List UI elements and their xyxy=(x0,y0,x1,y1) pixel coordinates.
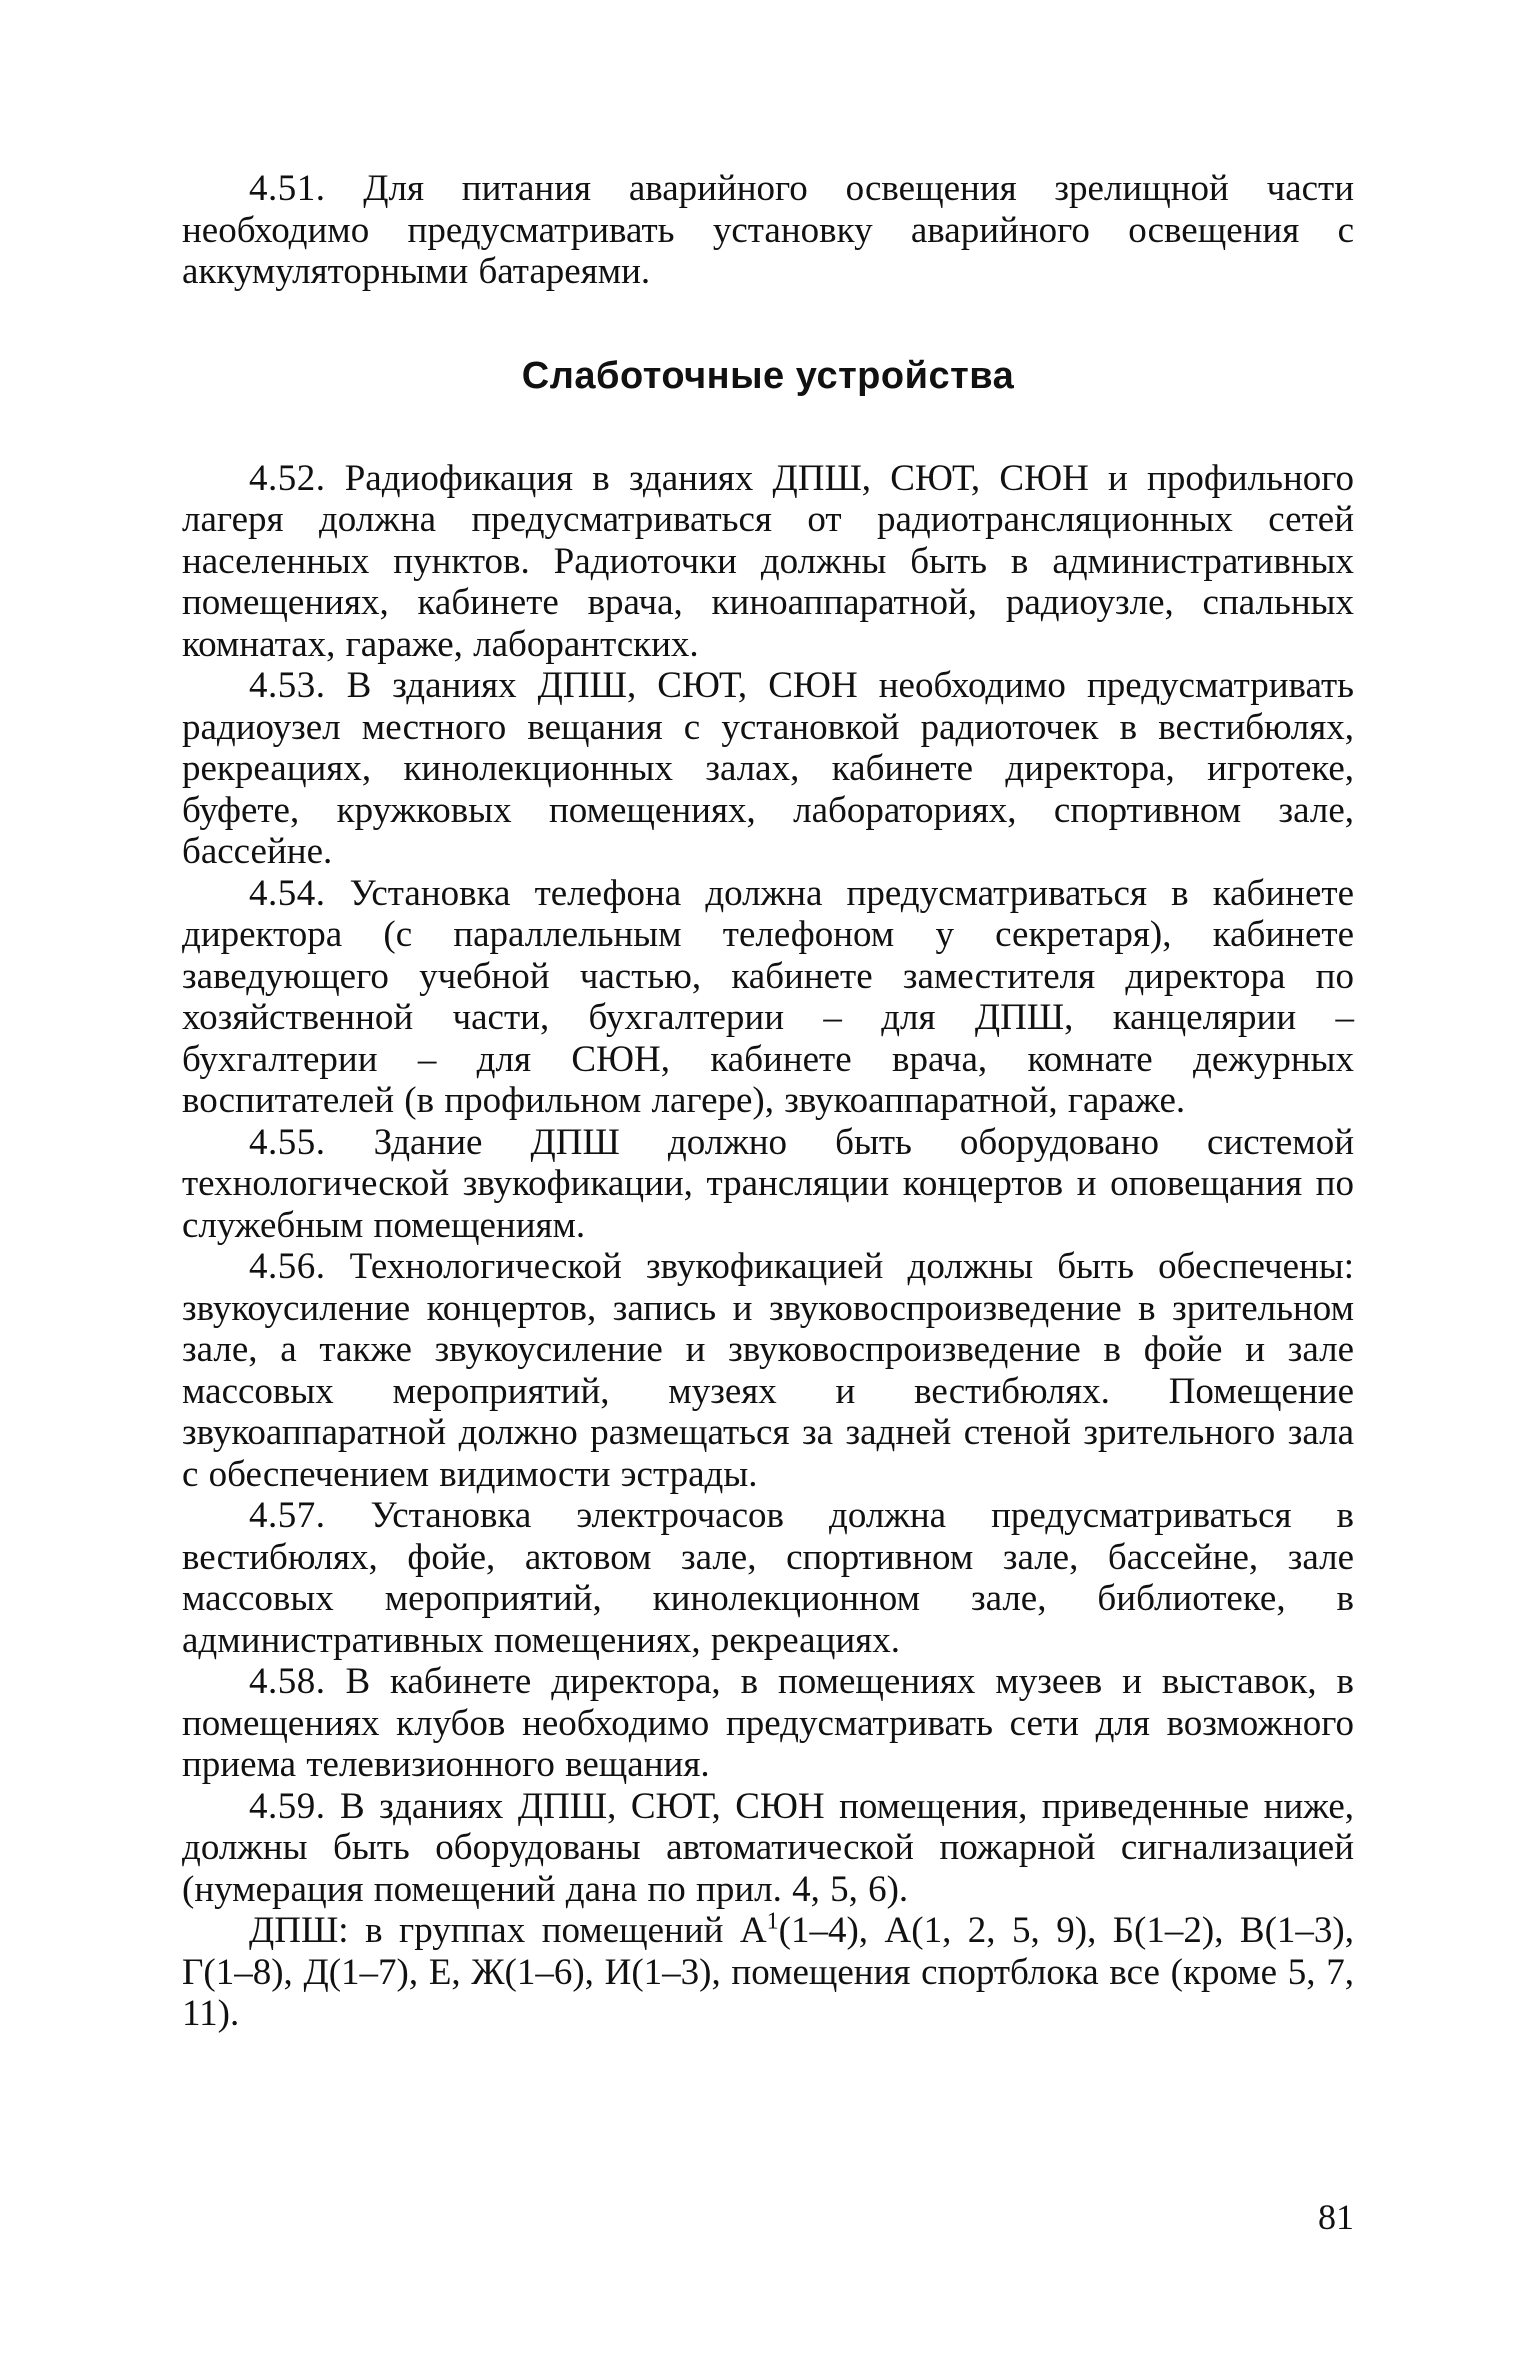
page-number: 81 xyxy=(1318,2197,1354,2237)
paragraph-dpsh-list xyxy=(182,1910,1354,2035)
clause-text: Технологической звукофикацией должны быть обеспечены: звукоусиление концертов, запись и звуковоспроизведение в зрительном зале, а также звукоусиление и звуковоспроизведение в фойе и зале массовых мероприятий, музеях и вестибюлях. Помещение звукоаппаратной должно размещаться за задней стеной зрительного зала с обеспечением видимости эстрады. xyxy=(182,1246,1354,1495)
clause-text: Здание ДПШ должно быть оборудовано системой технологической звукофикации, трансляции концертов и оповещания по служебным помещениям. xyxy=(182,1121,1354,1246)
clause-number: 4.53. xyxy=(249,665,326,706)
dpsh-label: ДПШ: xyxy=(249,1910,349,1951)
clause-number: 4.57. xyxy=(249,1495,326,1536)
clause-text: Установка телефона должна предусматриваться в кабинете директора (с параллельным телефоном у секретаря), кабинете заведующего учебной частью, кабинете заместителя директора по хозяйственной части, бухгалтерии – для ДПШ, канцелярии – бухгалтерии – для СЮН, кабинете врача, комнате дежурных воспитателей (в профильном лагере), звукоаппаратной, гараже. xyxy=(182,872,1354,1121)
clause-number: 4.55. xyxy=(249,1121,326,1163)
clause-number: 4.52. xyxy=(249,457,326,499)
paragraph-4-55 xyxy=(182,1122,1354,1247)
clause-number: 4.56. xyxy=(249,1246,326,1287)
clause-text: Радиофикация в зданиях ДПШ, СЮТ, СЮН и профильного лагеря должна предусматриваться от радиотрансляционных сетей населенных пунктов. Радиоточки должны быть в административных помещениях, кабинете врача, киноаппаратной, радиоузле, спальных комнатах, гараже, лаборантских. xyxy=(182,457,1355,665)
clause-text: В кабинете директора, в помещениях музеев и выставок, в помещениях клубов необходимо предусматривать сети для возможного приема телевизионного вещания. xyxy=(182,1661,1355,1785)
paragraph-4-59 xyxy=(182,1786,1354,1911)
dpsh-text-end: (1–4), А(1, 2, 5, 9), Б(1–2), В(1–3), Г(1–8), Д(1–7), Е, Ж(1–6), И(1–3), помещения спортблока все (кроме 5, 7, 11). xyxy=(182,1910,1354,2034)
paragraph-4-54 xyxy=(182,873,1354,1122)
document-page xyxy=(182,168,1354,2035)
clause-text: Для питания аварийного освещения зрелищной части необходимо предусматривать установку аварийного освещения с аккумуляторными батареями. xyxy=(182,168,1355,292)
clause-number: 4.51. xyxy=(249,168,326,209)
dpsh-text-start: в группах помещений А xyxy=(365,1910,767,1951)
clause-number: 4.54. xyxy=(249,872,326,914)
clause-number: 4.59. xyxy=(249,1785,326,1827)
paragraph-4-51 xyxy=(182,168,1354,293)
clause-text: Установка электрочасов должна предусматриваться в вестибюлях, фойе, актовом зале, спортивном зале, бассейне, зале массовых мероприятий, кинолекционном зале, библиотеке, в административных помещениях, рекреациях. xyxy=(182,1495,1354,1661)
paragraph-4-52 xyxy=(182,458,1354,666)
clause-text: В зданиях ДПШ, СЮТ, СЮН помещения, приведенные ниже, должны быть оборудованы автоматической пожарной сигнализацией (нумерация помещений дана по прил. 4, 5, 6). xyxy=(182,1785,1354,1910)
section-heading: Слаботочные устройства xyxy=(521,354,1015,397)
paragraph-4-56 xyxy=(182,1246,1354,1495)
clause-text: В зданиях ДПШ, СЮТ, СЮН необходимо предусматривать радиоузел местного вещания с установкой радиоточек в вестибюлях, рекреациях, кинолекционных залах, кабинете директора, игротеке, буфете, кружковых помещениях, лабораториях, спортивном зале, бассейне. xyxy=(182,665,1355,872)
superscript: 1 xyxy=(766,1908,779,1935)
clause-number: 4.58. xyxy=(249,1661,326,1702)
paragraph-4-53 xyxy=(182,665,1354,873)
paragraph-4-58 xyxy=(182,1661,1354,1786)
paragraph-4-57 xyxy=(182,1495,1354,1661)
